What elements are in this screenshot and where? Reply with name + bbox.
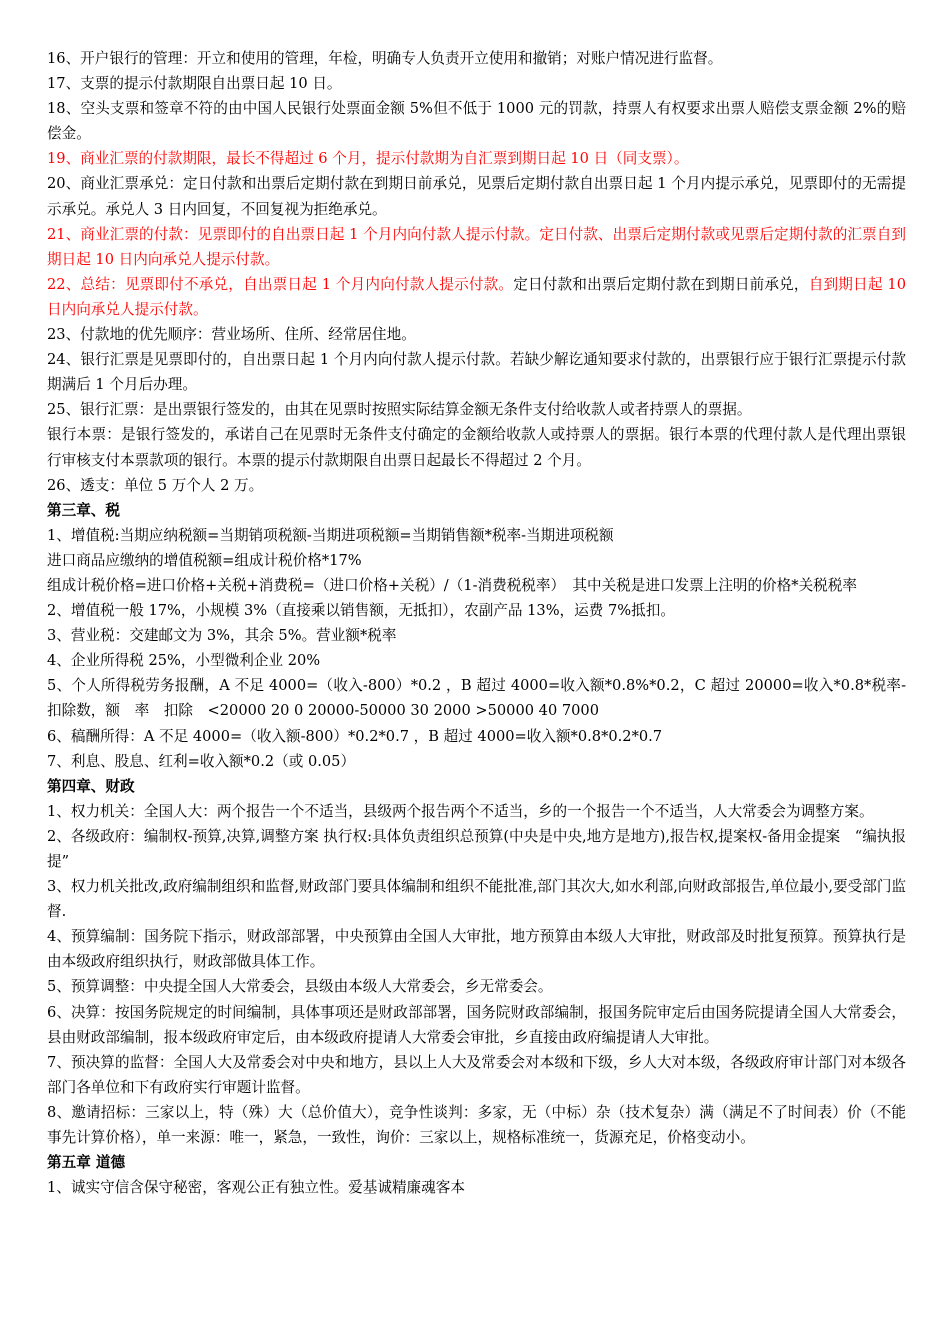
paragraph bbox=[47, 397, 906, 422]
text-segment: 26、透支：单位 5 万个人 2 万。 bbox=[47, 476, 264, 494]
text-segment: 2、各级政府：编制权-预算,决算,调整方案 执行权:具体负责组织总预算(中央是中央,地方是地方),报告权,提案权-备用金提案 “编执报提” bbox=[47, 827, 906, 870]
text-segment: 第五章 道德 bbox=[47, 1154, 126, 1172]
highlighted-text: 自到期日起 10 日内向承兑人提示付款。 bbox=[47, 275, 906, 318]
paragraph bbox=[47, 673, 906, 723]
paragraph bbox=[47, 924, 906, 974]
text-segment: 第四章、财政 bbox=[47, 777, 135, 795]
text-segment: 20、商业汇票承兑：定日付款和出票后定期付款在到期日前承兑，见票后定期付款自出票日起 1 个月内提示承兑，见票即付的无需提示承兑。承兑人 3 日内回复，不回复视为拒绝承兑。 bbox=[47, 175, 906, 218]
paragraph bbox=[47, 523, 906, 548]
paragraph bbox=[47, 573, 906, 598]
paragraph bbox=[47, 347, 906, 397]
paragraph bbox=[47, 272, 906, 322]
highlighted-text: 22、总结：见票即付不承兑，自出票日起 1 个月内向付款人提示付款。 bbox=[47, 275, 514, 293]
paragraph bbox=[47, 749, 906, 774]
paragraph bbox=[47, 799, 906, 824]
paragraph bbox=[47, 171, 906, 221]
highlighted-text: 19、商业汇票的付款期限，最长不得超过 6 个月，提示付款期为自汇票到期日起 10 日（同支票）。 bbox=[47, 150, 689, 168]
text-segment: 24、银行汇票是见票即付的，自出票日起 1 个月内向付款人提示付款。若缺少解讫通知要求付款的，出票银行应于银行汇票提示付款期满后 1 个月后办理。 bbox=[47, 351, 906, 394]
text-segment: 进口商品应缴纳的增值税额=组成计税价格*17% bbox=[47, 551, 362, 569]
text-segment: 第三章、税 bbox=[47, 501, 120, 519]
text-segment: 银行本票：是银行签发的，承诺自己在见票时无条件支付确定的金额给收款人或持票人的票据。银行本票的代理付款人是代理出票银行审核支付本票款项的银行。本票的提示付款期限自出票日起最长不得超过 2 个月。 bbox=[47, 426, 906, 469]
paragraph bbox=[47, 1175, 906, 1200]
paragraph bbox=[47, 322, 906, 347]
chapter-heading bbox=[47, 1150, 906, 1175]
paragraph bbox=[47, 46, 906, 71]
paragraph bbox=[47, 473, 906, 498]
text-segment: 3、营业税：交建邮文为 3%，其余 5%。营业额*税率 bbox=[47, 627, 397, 645]
text-segment: 23、付款地的优先顺序：营业场所、住所、经常居住地。 bbox=[47, 326, 416, 344]
text-segment: 5、个人所得税劳务报酬，A 不足 4000=（收入-800）*0.2 ，B 超过 4000=收入额*0.8%*0.2，C 超过 20000=收入*0.8*税率-扣除数，额 率 扣除 <20000 20 0 20000-50000 30 2000 >50000 40 7000 bbox=[47, 677, 906, 720]
text-segment: 5、预算调整：中央提全国人大常委会，县级由本级人大常委会，乡无常委会。 bbox=[47, 978, 553, 996]
paragraph bbox=[47, 1100, 906, 1150]
text-segment: 17、支票的提示付款期限自出票日起 10 日。 bbox=[47, 75, 342, 93]
text-segment: 8、邀请招标：三家以上，特（殊）大（总价值大），竞争性谈判：多家，无（中标）杂（技术复杂）满（满足不了时间表）价（不能事先计算价格），单一来源：唯一，紧急，一致性，询价：三家以上，规格标准统一，货源充足，价格变动小。 bbox=[47, 1103, 906, 1147]
paragraph bbox=[47, 598, 906, 623]
highlighted-text: 21、商业汇票的付款：见票即付的自出票日起 1 个月内向付款人提示付款。定日付款、出票后定期付款或见票后定期付款的汇票自到期日起 10 日内向承兑人提示付款。 bbox=[47, 225, 906, 268]
text-segment: 16、开户银行的管理：开立和使用的管理，年检，明确专人负责开立使用和撤销；对账户情况进行监督。 bbox=[47, 50, 723, 67]
text-segment: 定日付款和出票后定期付款在到期日前承兑， bbox=[513, 275, 809, 293]
text-segment: 4、预算编制：国务院下指示，财政部部署，中央预算由全国人大审批，地方预算由本级人大审批，财政部及时批复预算。预算执行是由本级政府组织执行，财政部做具体工作。 bbox=[47, 928, 906, 971]
paragraph bbox=[47, 146, 906, 171]
text-segment: 3、权力机关批改,政府编制组织和监督,财政部门要具体编制和组织不能批准,部门其次大,如水利部,向财政部报告,单位最小,要受部门监督. bbox=[47, 878, 907, 921]
paragraph bbox=[47, 71, 906, 96]
paragraph bbox=[47, 974, 906, 999]
paragraph bbox=[47, 724, 906, 749]
text-segment: 2、增值税一般 17%，小规模 3%（直接乘以销售额，无抵扣），农副产品 13%，运费 7%抵扣。 bbox=[47, 602, 675, 620]
text-segment: 1、增值税:当期应纳税额=当期销项税额-当期进项税额=当期销售额*税率-当期进项税额 bbox=[47, 526, 614, 544]
text-segment: 7、预决算的监督：全国人大及常委会对中央和地方，县以上人大及常委会对本级和下级，乡人大对本级，各级政府审计部门对本级各部门各单位和下有政府实行审题计监督。 bbox=[47, 1053, 906, 1096]
paragraph bbox=[47, 1000, 906, 1050]
paragraph bbox=[47, 96, 906, 146]
paragraph bbox=[47, 422, 906, 472]
text-segment: 组成计税价格=进口价格+关税+消费税=（进口价格+关税）/（1-消费税税率） 其中关税是进口发票上注明的价格*关税税率 bbox=[47, 576, 857, 594]
paragraph bbox=[47, 623, 906, 648]
paragraph bbox=[47, 1050, 906, 1100]
paragraph bbox=[47, 824, 906, 874]
text-segment: 4、企业所得税 25%，小型微利企业 20% bbox=[47, 652, 321, 670]
paragraph bbox=[47, 874, 906, 924]
text-segment: 25、银行汇票：是出票银行签发的，由其在见票时按照实际结算金额无条件支付给收款人或者持票人的票据。 bbox=[47, 401, 752, 419]
text-segment: 18、空头支票和签章不符的由中国人民银行处票面金额 5%但不低于 1000 元的罚款，持票人有权要求出票人赔偿支票金额 2%的赔偿金。 bbox=[47, 100, 906, 143]
text-segment: 6、稿酬所得：A 不足 4000=（收入额-800）*0.2*0.7 ，B 超过 4000=收入额*0.8*0.2*0.7 bbox=[47, 727, 663, 745]
paragraph bbox=[47, 548, 906, 573]
chapter-heading bbox=[47, 498, 906, 523]
text-segment: 6、决算：按国务院规定的时间编制，具体事项还是财政部部署，国务院财政部编制，报国务院审定后由国务院提请全国人大常委会，县由财政部编制，报本级政府审定后，由本级政府提请人大常委会审批，乡直接由政府编提请人大审批。 bbox=[47, 1003, 906, 1046]
chapter-heading bbox=[47, 774, 906, 799]
paragraph bbox=[47, 222, 906, 272]
text-segment: 1、权力机关：全国人大：两个报告一个不适当，县级两个报告两个不适当，乡的一个报告一个不适当，人大常委会为调整方案。 bbox=[47, 802, 874, 820]
paragraph bbox=[47, 648, 906, 673]
text-segment: 7、利息、股息、红利=收入额*0.2（或 0.05） bbox=[47, 752, 356, 770]
text-segment: 1、诚实守信含保守秘密，客观公正有独立性。爱基诚精廉魂客本 bbox=[47, 1179, 465, 1197]
